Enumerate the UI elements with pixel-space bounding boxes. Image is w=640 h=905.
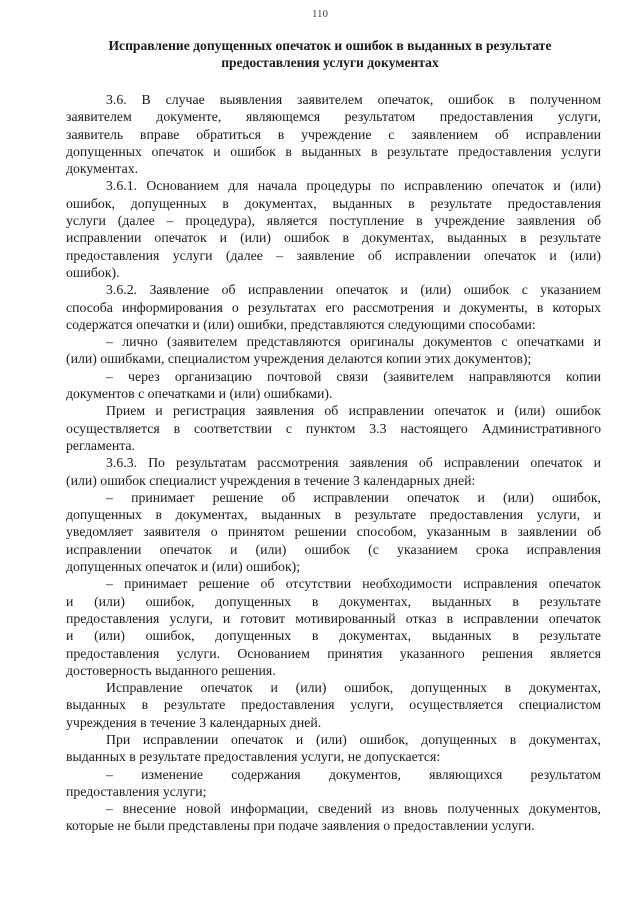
text-line: и (или) ошибок, допущенных в документах, выданных в результате	[66, 628, 601, 644]
text-line: – принимает решение об отсутствии необходимости исправления опечаток	[106, 576, 601, 592]
text-line: (или) ошибками, специалистом учреждения делаются копии этих документов);	[66, 351, 532, 367]
page-number: 110	[311, 8, 329, 20]
text-line: допущенных в документах, выданных в результате предоставления услуги, и	[66, 507, 601, 523]
text-line: 3.6. В случае выявления заявителем опечаток, ошибок в полученном	[106, 92, 601, 107]
text-line: заявитель вправе обратиться в учреждение с заявлением об исправлении	[66, 126, 601, 142]
text-line: допущенных опечаток и (или) ошибок);	[66, 559, 301, 575]
section-title-line-2: предоставления услуги документах	[221, 55, 439, 70]
text-line: выданных в результате предоставления услуги, не допускается:	[66, 749, 441, 765]
text-line: способа информирования о результатах его рассмотрения и документы, в которых	[66, 299, 601, 315]
text-line: достоверность выданного решения.	[66, 662, 276, 678]
text-line: предоставления услуги. Основанием принятия указанного решения является	[66, 645, 601, 661]
text-line: исправлении опечаток и (или) ошибок (с указанием срока исправления	[66, 541, 601, 557]
text-line: допущенных опечаток и ошибок в выданных в результате предоставления услуги	[66, 143, 601, 159]
text-line: – лично (заявителем представляются оригиналы документов с опечатками и	[106, 334, 601, 350]
text-line: и (или) ошибок, допущенных в документах, выданных в результате	[66, 593, 601, 609]
text-line: 3.6.2. Заявление об исправлении опечаток и (или) ошибок с указанием	[106, 282, 601, 298]
text-line: заявителем документе, являющемся результатом предоставления услуги,	[66, 109, 601, 125]
text-line: которые не были представлены при подаче заявления о предоставлении услуги.	[66, 818, 535, 834]
text-line: предоставления услуги, и готовит мотивированный отказ в исправлении опечаток	[66, 610, 601, 626]
text-line: – внесение новой информации, сведений из вновь полученных документов,	[106, 801, 601, 817]
text-line: выданных в результате предоставления услуги, осуществляется специалистом	[66, 697, 601, 713]
text-line: – изменение содержания документов, являющихся результатом	[106, 766, 601, 782]
text-line: регламента.	[66, 437, 135, 453]
text-line: предоставления услуги (далее – заявление об исправлении опечаток и (или)	[66, 247, 601, 263]
text-line: 3.6.3. По результатам рассмотрения заявления об исправлении опечаток и	[106, 455, 601, 471]
text-line: содержатся опечатки и (или) ошибки, представляются следующими способами:	[66, 316, 536, 332]
text-line: Прием и регистрация заявления об исправлении опечаток и (или) ошибок	[106, 403, 601, 419]
section-title	[60, 37, 600, 71]
text-line: 3.6.1. Основанием для начала процедуры по исправлению опечаток и (или)	[106, 178, 601, 194]
text-line: – через организацию почтовой связи (заявителем направляются копии	[106, 368, 601, 384]
text-line: При исправлении опечаток и (или) ошибок, допущенных в документах,	[106, 731, 601, 747]
text-line: исправлении опечаток и (или) ошибок в документах, выданных в результате	[66, 230, 601, 246]
text-line: учреждения в течение 3 календарных дней.	[66, 714, 322, 730]
text-line: документов с опечатками и (или) ошибками).	[66, 386, 333, 402]
text-line: предоставления услуги;	[66, 783, 207, 799]
text-line: услуги (далее – процедура), является поступление в учреждение заявления об	[66, 213, 601, 229]
text-line: уведомляет заявителя о принятом решении способом, указанным в заявлении об	[66, 524, 601, 540]
text-line: – принимает решение об исправлении опечаток и (или) ошибок,	[106, 489, 601, 505]
text-line: осуществляется в соответствии с пунктом 3.3 настоящего Административного	[66, 420, 601, 436]
text-line: (или) ошибок специалист учреждения в течение 3 календарных дней:	[66, 472, 476, 488]
text-line: документах.	[66, 161, 139, 177]
document-body	[66, 91, 601, 835]
text-line: ошибок, допущенных в документах, выданных в результате предоставления	[66, 195, 601, 211]
text-line: ошибок).	[66, 264, 120, 280]
text-line: Исправление опечаток и (или) ошибок, допущенных в документах,	[106, 680, 601, 696]
section-title-line-1: Исправление допущенных опечаток и ошибок в выданных в результате	[108, 38, 552, 53]
